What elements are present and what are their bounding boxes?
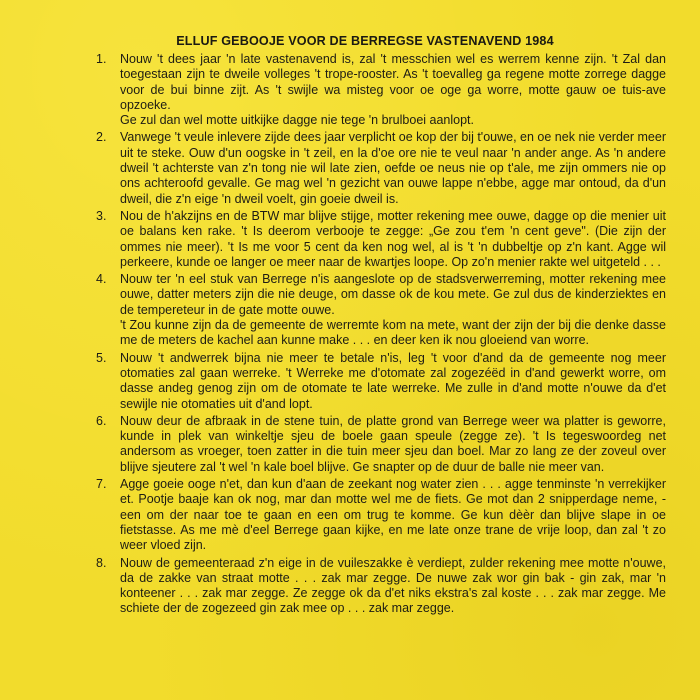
- numbered-item-list: [96, 52, 666, 619]
- item-paragraph: Nouw 't dees jaar 'n late vastenavend is, zal 't messchien wel es werrem kenne zijn. 't Zal dan toegestaan zijn te dweile volleges 't trope-rooster. As 't toevalleg ga regene motte zorrege dagge voor de bui binne zijt. As 't swijle wa misteg voor oe oge ga worre, motte gauw oe tuis-ave opzoeke.: [120, 52, 666, 112]
- item-paragraph: Agge goeie ooge n'et, dan kun d'aan de zeekant nog water zien . . . agge tenminste 'n verrekijker et. Pootje baaje kan ok nog, mar dan motte wel me de fiets. Ge mot dan 2 snipperdage neme, - een om der naar toe te gaan en een om trug te komme. Ge kun dèèr dan blijve slape in oe fietstasse. As me mè d'eel Berrege gaan kijke, en me late onze trane de vrije loop, dan zal 't zo weer vloed zijn.: [120, 477, 666, 553]
- item-paragraph: Nouw de gemeenteraad z'n eige in de vuileszakke è verdiept, zulder rekening mee motte n'ouwe, da de zakke van straat motte . . . zak mar zegge. De nuwe zak wor gin bak - gin zak, mar 'n konteener . . . zak mar zegge. Ze zegge ok da d'et niks ekstra's zal koste . . . zak mar zegge. Me schiete der de zogezeed gin zak mee op . . . zak mar zegge.: [120, 555, 666, 616]
- list-item: [96, 209, 666, 270]
- item-paragraph: Vanwege 't veule inlevere zijde dees jaar verplicht oe kop der bij t'ouwe, en oe nek nie verder meer uit te steke. Ouw d'un oogske in 't zeil, en la d'oe ore nie te veul naar 'n ander ange. As 'n andere dweil 't achterste van z'n tong nie wil late zien, oefde oe neus nie op t'ale, me zijn ommers nie op ons achteroofd gevalle. Ge mag wel 'n gezicht van ouwe lappe n'ebbe, agge mar ontoud, da d'un dweil, die z'n eige 'n dweil voelt, gin goeie dweil is.: [120, 130, 666, 206]
- list-item: [96, 272, 666, 348]
- list-item: [96, 351, 666, 412]
- list-item: [96, 52, 666, 128]
- document-title: ELLUF GEBOOJE VOOR DE BERREGSE VASTENAVEND 1984: [176, 34, 554, 48]
- item-paragraph: Ge zul dan wel motte uitkijke dagge nie tege 'n brulboei aanlopt.: [120, 113, 475, 128]
- item-paragraph: Nouw 't andwerrek bijna nie meer te betale n'is, leg 't voor d'and da de gemeente nog meer otomaties zal gaan werreke. 't Werreke me d'otomate zal zogezéëd in d'and gewerkt worre, om dasse andeg genog zijn om de otomate te late werreke. Me zulle in d'and motte n'ouwe da d'et sewijle nie otomaties uit d'and lopt.: [120, 350, 666, 411]
- list-item: [96, 477, 666, 553]
- list-item: [96, 414, 666, 475]
- item-number: 1.: [96, 52, 107, 66]
- list-item: [96, 130, 666, 206]
- item-paragraph: Nouw ter 'n eel stuk van Berrege n'is aangeslote op de stadsverwerreming, motter rekening mee ouwe, datter meters zijn die nie deuge, om dasse ok de kou mete. Ge zul dus de kinderziektes en de tempereteur in de gate motte ouwe.: [120, 272, 666, 317]
- item-paragraph: Nouw deur de afbraak in de stene tuin, de platte grond van Berrege weer wa platter is geworre, kunde in plek van winkeltje sjeu de boele gaan speule (zegge ze). 't Is tegeswoordeg net andersom as vroeger, toen zatter in die tuin meer sjeu dan boel. Mar zo lang ze der zoveul over blijve sjeutere zal 't wel 'n kale boel blijve. Ge snapter op de duur de balle nie meer van.: [120, 413, 666, 474]
- item-paragraph: Nou de h'akzijns en de BTW mar blijve stijge, motter rekening mee ouwe, dagge op die menier uit oe balans ken rake. 't Is deerom verbooje te zegge: „Ge zou t'em 'n cent geve". (Die zijn der ommes nie meer). 't Is me voor 5 cent da ken nog wel, al is 't 'n dubbeltje op z'n kant. Agge wil perkeere, kunde oe langer oe meer naar de kwartjes loope. Op zo'n menier rakte wel uitgeteld . . .: [120, 208, 666, 269]
- list-item: [96, 556, 666, 617]
- item-number: 2.: [96, 130, 107, 145]
- item-number: 6.: [96, 413, 107, 428]
- item-number: 3.: [96, 208, 107, 223]
- item-paragraph: 't Zou kunne zijn da de gemeente de werremte kom na mete, want der zijn der bij die denke dasse me de meters de kachel aan kunne make . . . en deer ken ik nou gloeiend van worre.: [120, 318, 666, 348]
- item-number: 8.: [96, 555, 107, 570]
- item-number: 5.: [96, 350, 107, 365]
- item-number: 7.: [96, 477, 107, 492]
- item-number: 4.: [96, 272, 107, 287]
